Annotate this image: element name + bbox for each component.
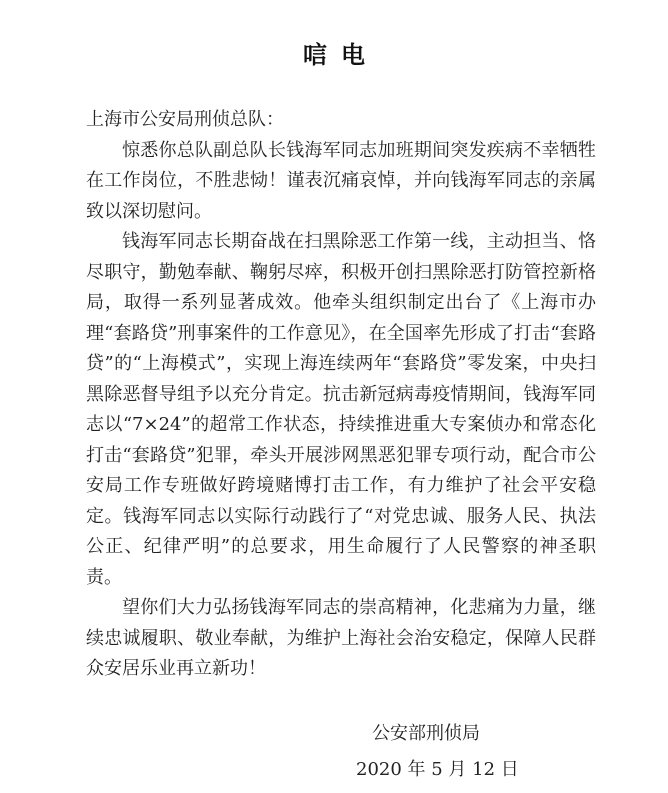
signature-block	[0, 720, 668, 790]
salutation: 上海市公安局刑侦总队：	[86, 109, 284, 130]
paragraph-condolence: 惊悉你总队副总队长钱海军同志加班期间突发疾病不幸牺牲在工作岗位，不胜悲恸！谨表沉痛哀悼，并向钱海军同志的亲属致以深切慰问。	[86, 139, 596, 222]
signature-date: 2020 年 5 月 12 日	[356, 759, 519, 780]
signature-organization: 公安部刑侦局	[372, 723, 480, 744]
document-title: 唁电	[303, 41, 379, 69]
paragraph-closing: 望你们大力弘扬钱海军同志的崇高精神，化悲痛为力量，继续忠诚履职、敬业奉献，为维护上海社会治安稳定，保障人民群众安居乐业再立新功！	[86, 597, 596, 679]
document-body	[86, 105, 596, 685]
paragraph-achievements: 钱海军同志长期奋战在扫黑除恶工作第一线，主动担当、恪尽职守，勤勉奉献、鞠躬尽瘁，积极开创扫黑除恶打防管控新格局，取得一系列显著成效。他牵头组织制定出台了《上海市办理“套路贷”刑事案件的工作意见》，在全国率先形成了打击“套路贷”的“上海模式”，实现上海连续两年“套路贷”零发案，中央扫黑除恶督导组予以充分肯定。抗击新冠病毒疫情期间，钱海军同志以“7×24”的超常工作状态，持续推进重大专案侦办和常态化打击“套路贷”犯罪，牵头开展涉网黑恶犯罪专项行动，配合市公安局工作专班做好跨境赌博打击工作，有力维护了社会平安稳定。钱海军同志以实际行动践行了“对党忠诚、服务人民、执法公正、纪律严明”的总要求，用生命履行了人民警察的神圣职责。	[86, 231, 596, 588]
